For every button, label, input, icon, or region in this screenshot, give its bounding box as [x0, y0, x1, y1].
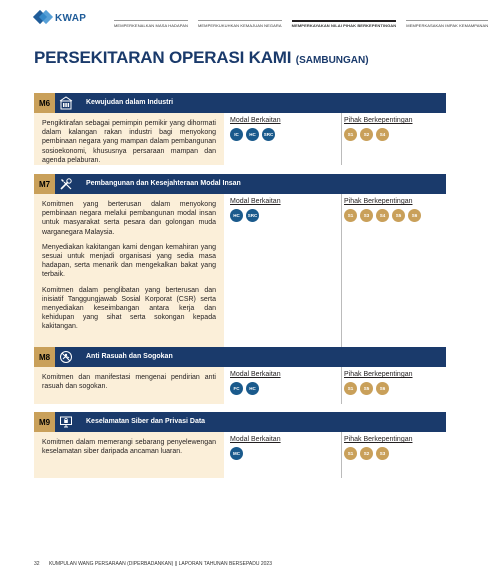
section-m7	[34, 174, 446, 364]
description-paragraph: Menyediakan kakitangan kami dengan kemahiran yang sesuai untuk menjadi organisasi yang sedia masa hadapan, serta menarik dan mengekalkan bakat yang terbaik.	[42, 243, 216, 279]
related-label: Modal Berkaitan	[230, 436, 281, 443]
section-bar	[34, 347, 446, 367]
stakeholder-badge: S1	[344, 382, 357, 395]
section-m9	[34, 412, 446, 478]
stakeholder-badge: S2	[360, 128, 373, 141]
capital-badge: MC	[230, 447, 243, 460]
stakeholder-badge: S5	[392, 209, 405, 222]
related-capitals	[230, 367, 330, 395]
section-body	[34, 367, 446, 404]
section-m8	[34, 347, 446, 404]
stakeholders	[341, 432, 446, 478]
section-m6	[34, 93, 446, 165]
stakeholders-label: Pihak Berkepentingan	[344, 117, 413, 124]
stakeholder-badge: S4	[376, 128, 389, 141]
capital-badge: SRC	[262, 128, 275, 141]
top-nav	[114, 20, 498, 28]
nav-item-kemajuan-negara[interactable]: MEMPERKUKUHKAN KEMAJUAN NEGARA	[198, 20, 282, 28]
section-bar	[34, 412, 446, 432]
capital-badge: IC	[230, 128, 243, 141]
related-label: Modal Berkaitan	[230, 198, 281, 205]
section-description	[34, 432, 224, 478]
description-paragraph: Komitmen dalam penglibatan yang berterusan dan inisiatif Tanggungjawab Sosial Korporat (CSR) serta menyediakan keseimbangan antara kerja dan kehidupan yang sihat serta sokongan kepada kakitangan.	[42, 286, 216, 331]
capital-badge: FC	[230, 382, 243, 395]
section-description	[34, 194, 224, 364]
stakeholder-badge: S4	[376, 209, 389, 222]
capital-badge: HC	[246, 128, 259, 141]
description-paragraph: Komitmen dalam memerangi sebarang penyelewengan keselamatan siber daripada ancaman luaran.	[42, 439, 216, 456]
stakeholder-badge: S1	[344, 128, 357, 141]
stakeholders-label: Pihak Berkepentingan	[344, 436, 413, 443]
section-description	[34, 367, 224, 404]
section-body	[34, 194, 446, 364]
cyber-security-icon	[58, 414, 74, 430]
section-title: Anti Rasuah dan Sogokan	[86, 353, 173, 360]
related-capitals	[230, 113, 330, 141]
no-bribery-icon	[58, 349, 74, 365]
section-title: Kewujudan dalam Industri	[86, 99, 174, 106]
stakeholder-badge: S6	[408, 209, 421, 222]
description-paragraph: Komitmen dan manifestasi mengenai pendirian anti rasuah dan sogokan.	[42, 374, 216, 391]
stakeholder-badge: S1	[344, 447, 357, 460]
stakeholder-badge: S1	[344, 209, 357, 222]
page-title	[34, 48, 369, 68]
description-paragraph: Pengiktirafan sebagai pemimpin pemikir yang dihormati dalam kalangan rakan industri bagi menyokong pembinaan negara yang mampan dalam pembangunan sosioekonomi, khususnya persaraan mampan dan agenda pelaburan.	[42, 120, 216, 164]
page-title-sub: (SAMBUNGAN)	[295, 55, 369, 66]
stakeholder-badge: S3	[360, 209, 373, 222]
section-code: M6	[34, 93, 55, 113]
stakeholders	[341, 113, 446, 165]
section-body	[34, 113, 446, 165]
footer-text: KUMPULAN WANG PERSARAAN (DIPERBADANKAN) || LAPORAN TAHUNAN BERSEPADU 2023	[48, 561, 272, 567]
stakeholder-badge: S2	[360, 447, 373, 460]
section-code: M9	[34, 412, 55, 432]
stakeholders-label: Pihak Berkepentingan	[344, 198, 413, 205]
section-code: M7	[34, 174, 55, 194]
page-header	[0, 0, 489, 34]
nav-item-impak-kemampanan[interactable]: MEMPERKASAKAN IMPAK KEMAMPANAN	[406, 20, 488, 28]
stakeholders	[341, 194, 446, 364]
stakeholder-badge: S6	[376, 382, 389, 395]
description-paragraph: Komitmen yang berterusan dalam menyokong pembinaan negara melalui pembangunan modal insan untuk masyarakat serta pesara dan golongan muda warganegara Malaysia.	[42, 201, 216, 236]
industry-building-icon	[58, 95, 74, 111]
section-title: Keselamatan Siber dan Privasi Data	[86, 418, 206, 425]
kwap-logo[interactable]	[34, 11, 86, 25]
page-title-main: PERSEKITARAN OPERASI KAMI	[34, 48, 292, 67]
kwap-logo-icon	[34, 11, 52, 25]
logo-text: KWAP	[55, 12, 87, 24]
section-description	[34, 113, 224, 165]
stakeholders	[341, 367, 446, 404]
nav-item-nilai-pihak[interactable]: MEMPERKAYAKAN NILAI PIHAK BERKEPENTINGAN	[292, 20, 397, 28]
section-body	[34, 432, 446, 478]
section-code: M8	[34, 347, 55, 367]
capital-badge: SRC	[246, 209, 259, 222]
page-footer	[34, 561, 272, 567]
stakeholders-label: Pihak Berkepentingan	[344, 371, 413, 378]
tools-icon	[58, 176, 74, 192]
related-label: Modal Berkaitan	[230, 117, 281, 124]
stakeholder-badge: S3	[376, 447, 389, 460]
related-capitals	[230, 432, 330, 460]
capital-badge: HC	[230, 209, 243, 222]
capital-badge: HC	[246, 382, 259, 395]
nav-item-masa-hadapan[interactable]: MEMPERKENALKAN MASA HADAPAN	[114, 20, 188, 28]
page-number: 32	[34, 561, 40, 567]
related-label: Modal Berkaitan	[230, 371, 281, 378]
section-bar	[34, 174, 446, 194]
stakeholder-badge: S5	[360, 382, 373, 395]
section-title: Pembangunan dan Kesejahteraan Modal Insan	[86, 180, 241, 187]
section-bar	[34, 93, 446, 113]
related-capitals	[230, 194, 330, 222]
